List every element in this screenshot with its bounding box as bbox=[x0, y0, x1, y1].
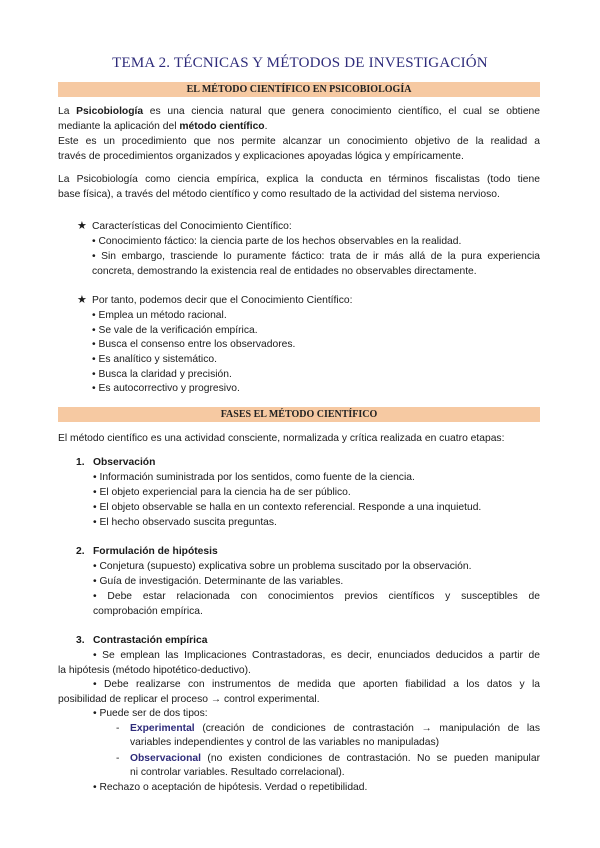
list-item: • El hecho observado suscita preguntas. bbox=[93, 517, 277, 528]
list-item: • El objeto observable se halla en un contexto referencial. Responde a una inquietud. bbox=[93, 502, 482, 513]
list-item: concreta, demostrando la existencia real de entidades no observables directamente. bbox=[92, 266, 477, 277]
list-item: • Guía de investigación. Determinante de las variables. bbox=[93, 576, 344, 587]
step-number: 2. bbox=[76, 546, 85, 557]
list-heading: Características del Conocimiento Científico: bbox=[92, 221, 292, 232]
dash-marker: - bbox=[116, 753, 120, 764]
list-item: posibilidad de replicar el proceso → control experimental. bbox=[58, 694, 320, 705]
list-item: la hipótesis (método hipotético-deductivo). bbox=[58, 665, 251, 676]
section-heading-phases: FASES EL MÉTODO CIENTÍFICO bbox=[58, 407, 540, 422]
list-item: • Busca la claridad y precisión. bbox=[92, 369, 232, 380]
list-item: • Puede ser de dos tipos: bbox=[93, 708, 208, 719]
paragraph-line: base física), a través del método científico y como resultado de la actividad del sistema nervioso. bbox=[58, 189, 500, 200]
step-title: Observación bbox=[93, 457, 156, 468]
list-item: • Se vale de la verificación empírica. bbox=[92, 325, 258, 336]
list-item: • Es analítico y sistemático. bbox=[92, 354, 217, 365]
page-title: TEMA 2. TÉCNICAS Y MÉTODOS DE INVESTIGACIÓN bbox=[112, 55, 488, 71]
list-item: • Sin embargo, trasciende lo puramente fáctico: trata de ir más allá de la pura experiencia bbox=[92, 251, 540, 262]
step-title: Contrastación empírica bbox=[93, 635, 208, 646]
paragraph-line: La Psicobiología como ciencia empírica, explica la conducta en términos fiscalistas (todo tiene bbox=[58, 174, 540, 185]
sub-list-item: Experimental (creación de condiciones de contrastación → manipulación de las bbox=[130, 723, 540, 734]
list-item: • Rechazo o aceptación de hipótesis. Verdad o repetibilidad. bbox=[93, 782, 368, 793]
sub-list-item: ni controlar variables. Resultado correlacional). bbox=[130, 767, 345, 778]
list-heading: Por tanto, podemos decir que el Conocimiento Científico: bbox=[92, 295, 353, 306]
list-item: • Emplea un método racional. bbox=[92, 310, 227, 321]
list-item: • Se emplean las Implicaciones Contrastadoras, es decir, enunciados deducidos a partir de bbox=[93, 650, 540, 661]
step-title: Formulación de hipótesis bbox=[93, 546, 218, 557]
sub-list-item: Observacional (no existen condiciones de contrastación. No se pueden manipular bbox=[130, 753, 540, 764]
step-number: 3. bbox=[76, 635, 85, 646]
paragraph-line: través de procedimientos organizados y explicaciones apoyadas lógica y empíricamente. bbox=[58, 151, 464, 162]
paragraph-line: Este es un procedimiento que nos permite alcanzar un conocimiento objetivo de la realidad a bbox=[58, 136, 540, 147]
list-item: • El objeto experiencial para la ciencia ha de ser público. bbox=[93, 487, 351, 498]
paragraph-line: El método científico es una actividad consciente, normalizada y crítica realizada en cuatro etapas: bbox=[58, 433, 505, 444]
star-icon: ★ bbox=[77, 220, 87, 232]
list-item: • Debe estar relacionada con conocimientos previos científicos y susceptibles de bbox=[93, 591, 540, 602]
list-item: • Conjetura (supuesto) explicativa sobre un problema suscitado por la observación. bbox=[93, 561, 472, 572]
paragraph-line: La Psicobiología es una ciencia natural que genera conocimiento científico, el cual se obtiene bbox=[58, 106, 540, 117]
list-item: • Debe realizarse con instrumentos de medida que aporten fiabilidad a los datos y la bbox=[93, 679, 540, 690]
sub-list-item: variables independientes y control de las variables no manipuladas) bbox=[130, 737, 440, 748]
star-icon: ★ bbox=[77, 294, 87, 306]
step-number: 1. bbox=[76, 457, 85, 468]
dash-marker: - bbox=[116, 723, 120, 734]
section-heading-method: EL MÉTODO CIENTÍFICO EN PSICOBIOLOGÍA bbox=[58, 82, 540, 97]
list-item: • Busca el consenso entre los observadores. bbox=[92, 339, 296, 350]
list-item: • Conocimiento fáctico: la ciencia parte de los hechos observables en la realidad. bbox=[92, 236, 462, 247]
list-item: • Es autocorrectivo y progresivo. bbox=[92, 383, 240, 394]
paragraph-line: mediante la aplicación del método científico. bbox=[58, 121, 268, 132]
list-item: • Información suministrada por los sentidos, como fuente de la ciencia. bbox=[93, 472, 415, 483]
list-item: comprobación empírica. bbox=[93, 606, 203, 617]
